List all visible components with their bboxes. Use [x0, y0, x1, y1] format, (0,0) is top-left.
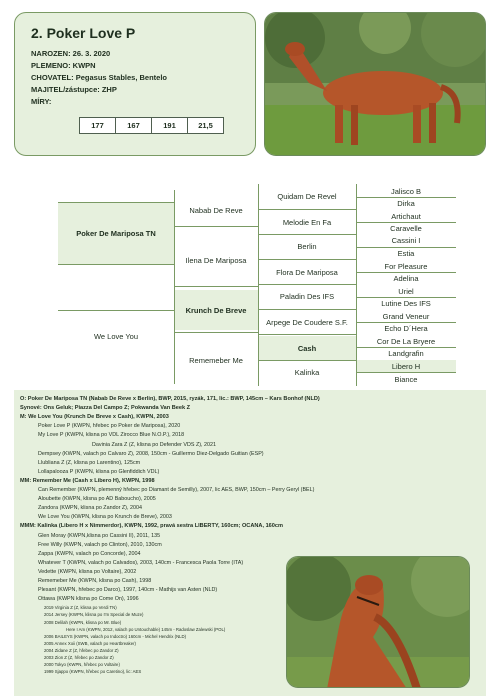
- horse-standing-photo: [264, 12, 486, 156]
- pedigree-gen4: Libero H: [391, 361, 421, 371]
- pedigree-gen3: Quidam De Revel: [277, 191, 337, 201]
- pedigree-line: [58, 264, 174, 265]
- pedigree-line: [258, 259, 356, 260]
- pedigree-gen4: Landgrafin: [388, 348, 424, 358]
- detail-line: 2006 BAILEYS (KWPN, valach po Indoctro) 160cm - Michel Hendrix (NLD): [44, 633, 187, 639]
- pedigree-sire-sire: Nabab De Reve: [189, 205, 243, 215]
- detail-line: Whatever T (KWPN, valach po Calvados), 2003, 140cm - Francesca Paola Torre (ITA): [38, 559, 244, 566]
- pedigree-line: [258, 309, 356, 310]
- detail-line: Poker Love P (KWPN, hřebec po Poker de Mariposa), 2020: [38, 423, 181, 430]
- pedigree-gen3: Flora De Mariposa: [276, 267, 338, 277]
- measure-cell: 167: [116, 118, 152, 134]
- horse-title: 2. Poker Love P: [31, 25, 136, 41]
- detail-line: Zappa (KWPN, valach po Concorde), 2004: [38, 550, 141, 557]
- pedigree-line: [356, 272, 456, 273]
- detail-line: Aloubette (KWPN, klisna po AD Baboucho), 2005: [38, 496, 156, 503]
- pedigree-gen3: Kalinka: [294, 367, 320, 377]
- detail-line: Can Remember (KWPN, plemenný hřebec po Diamant de Semilly), 2007, lic AES, BWP, 150cm – Perry Geryl (BEL): [38, 487, 315, 493]
- pedigree-chart: [0, 182, 498, 392]
- pedigree-line: [258, 184, 259, 386]
- pedigree-gen4: Adelina: [393, 273, 419, 283]
- horse-info-card: [14, 12, 256, 156]
- pedigree-gen3: Arpege De Coudere S.F.: [266, 317, 348, 327]
- pedigree-gen4: Lutine Des IFS: [381, 298, 431, 308]
- pedigree-line: [258, 284, 356, 285]
- pedigree-gen4: Uriel: [398, 286, 414, 296]
- pedigree-line: [356, 347, 456, 348]
- measure-cell: 21,5: [188, 118, 224, 134]
- horse-portrait-photo: [286, 556, 470, 688]
- birth-date: NAROZEN: 26. 3. 2020: [31, 49, 111, 58]
- pedigree-gen3: Melodie En Fa: [282, 217, 332, 227]
- detail-line: Lollapalooza P (KWPN, klisna po Glenfiddich VDL): [38, 468, 160, 475]
- detail-line: Here I Am (KWPN, 2012, valach po Untouchable) 145m - Radoslaw Zalewski (POL): [66, 626, 226, 632]
- detail-line: Synové: Ons Geluk; Piazza Del Campo Z; Pokwanda Van Beek Z: [20, 405, 191, 412]
- pedigree-line: [174, 226, 258, 227]
- pedigree-line: [174, 332, 258, 333]
- breed: PLEMENO: KWPN: [31, 61, 96, 70]
- owner: MAJITEL/zástupce: ZHP: [31, 85, 117, 94]
- pedigree-gen4: Dirka: [397, 198, 415, 208]
- detail-line: Ottawa (KWPN klisna po Come On), 1996: [38, 596, 139, 603]
- detail-line: 2003 Zion Z (Z, hřebec po Zandor Z): [44, 655, 114, 660]
- detail-line: MMM: Kalinka (Libero H x Nimmerdor), KWPN, 1992, pravá sestra LIBERTY, 160cm; OCANA, 160cm: [20, 523, 283, 530]
- pedigree-line: [258, 209, 356, 210]
- measurements-table: [79, 117, 224, 134]
- detail-line: Zandora (KWPN, klisna po Zandor Z), 2004: [38, 505, 142, 512]
- pedigree-line: [258, 234, 356, 235]
- measure-cell: 177: [80, 118, 116, 134]
- detail-line: Glen Moray (KWPN,klisna po Cassini II), 2011, 135: [38, 532, 161, 539]
- pedigree-line: [174, 286, 258, 287]
- detail-line: Plesant (KWPN, hřebec po Darco), 1997, 140cm - Mathijs van Asten (NLD): [38, 587, 218, 594]
- pedigree-gen4: Grand Veneur: [382, 311, 430, 321]
- pedigree-gen4: Jalisco B: [390, 186, 421, 196]
- detail-line: MM: Remember Me (Cash x Libero H), KWPN, 1998: [20, 477, 155, 484]
- detail-line: 2019 Virginia Z (Z, klisna po Verdi TN): [44, 605, 117, 611]
- detail-line: 2005 Annex Xoii (SWB, valach po Heartbreaker): [44, 640, 136, 646]
- pedigree-gen4: Estia: [397, 248, 415, 258]
- pedigree-line: [58, 202, 174, 203]
- pedigree-dam-sire: Krunch De Breve: [185, 305, 247, 315]
- detail-line: 2008 Delilah (KWPN, klisna po Mr. Blue): [44, 619, 122, 625]
- pedigree-gen4: For Pleasure: [384, 261, 428, 271]
- pedigree-line: [258, 360, 356, 361]
- pedigree-gen4: Biance: [394, 374, 418, 384]
- measurements-label: MÍRY:: [31, 97, 52, 106]
- pedigree-gen3: Cash: [297, 343, 317, 353]
- detail-line: Llubliana Z (Z, klisna po Larentino), 125cm: [38, 459, 141, 466]
- detail-line: O: Poker De Mariposa TN (Nabab De Reve x Berlin), BWP, 2015, ryzák, 171, lic.: BWP, 145cm – Kars Bonhof (NLD): [20, 396, 320, 402]
- pedigree-line: [356, 322, 456, 323]
- pedigree-line: [58, 310, 174, 311]
- pedigree-gen4: Caravelle: [390, 223, 422, 233]
- pedigree-gen3: Berlin: [297, 241, 317, 251]
- pedigree-sire: Poker De Mariposa TN: [76, 228, 156, 238]
- pedigree-line: [356, 297, 456, 298]
- detail-line: We Love You (KWPN, klisna po Krunch de Breve), 2003: [38, 514, 172, 521]
- pedigree-gen4: Cor De La Bryere: [376, 336, 436, 346]
- pedigree-sire-dam: Ilena De Mariposa: [185, 255, 247, 265]
- detail-line: 2004 Zidane Z (Z, hřebec po Zandor Z): [44, 647, 119, 653]
- pedigree-gen3: Paladin Des IFS: [279, 291, 335, 301]
- detail-line: M: We Love You (Krunch De Breve x Cash), KWPN, 2003: [20, 414, 169, 421]
- detail-line: Rememeber Me (KWPN, klisna po Cash), 1998: [38, 578, 152, 584]
- pedigree-gen4: Cassini I: [391, 235, 421, 245]
- breeder: CHOVATEL: Pegasus Stables, Bentelo: [31, 73, 167, 82]
- pedigree-line: [174, 190, 175, 384]
- pedigree-gen4: Artichaut: [391, 211, 421, 221]
- pedigree-dam: We Love You: [93, 331, 139, 341]
- pedigree-line: [258, 334, 356, 335]
- measure-cell: 191: [152, 118, 188, 134]
- detail-line: 1999 Sjappo (KWPN, hřebec po Caretino), lic: AES: [44, 669, 142, 675]
- detail-line: Dempsey (KWPN, valach po Calvaro Z), 2008, 150cm - Guillermo Diez-Delgado Guitian (ESP): [38, 450, 264, 457]
- pedigree-line: [356, 372, 456, 373]
- pedigree-line: [356, 247, 456, 248]
- detail-line: Vedette (KWPN, klisna po Voltaire), 2002: [38, 568, 137, 575]
- pedigree-line: [356, 222, 456, 223]
- detail-line: Davinia Zara Z (Z, klisna po Defender VDS Z), 2021: [92, 441, 217, 448]
- detail-line: 2000 Tokyo (KWPN, hřebec po Voltaire): [44, 662, 120, 668]
- pedigree-gen4: Echo D´Hera: [384, 323, 428, 333]
- pedigree-line: [356, 197, 456, 198]
- detail-line: Free Willy (KWPN, valach po Clinton), 2010, 130cm: [38, 541, 162, 548]
- detail-line: 2014 Jersey (KWPN, klisna po I'm Special de Muze): [44, 612, 144, 618]
- pedigree-dam-dam: Rememeber Me: [189, 355, 243, 365]
- detail-line: My Love P (KWPN, klisna po VDL Zirocco Blue N.O.P.), 2018: [38, 432, 185, 439]
- pedigree-line: [356, 184, 357, 386]
